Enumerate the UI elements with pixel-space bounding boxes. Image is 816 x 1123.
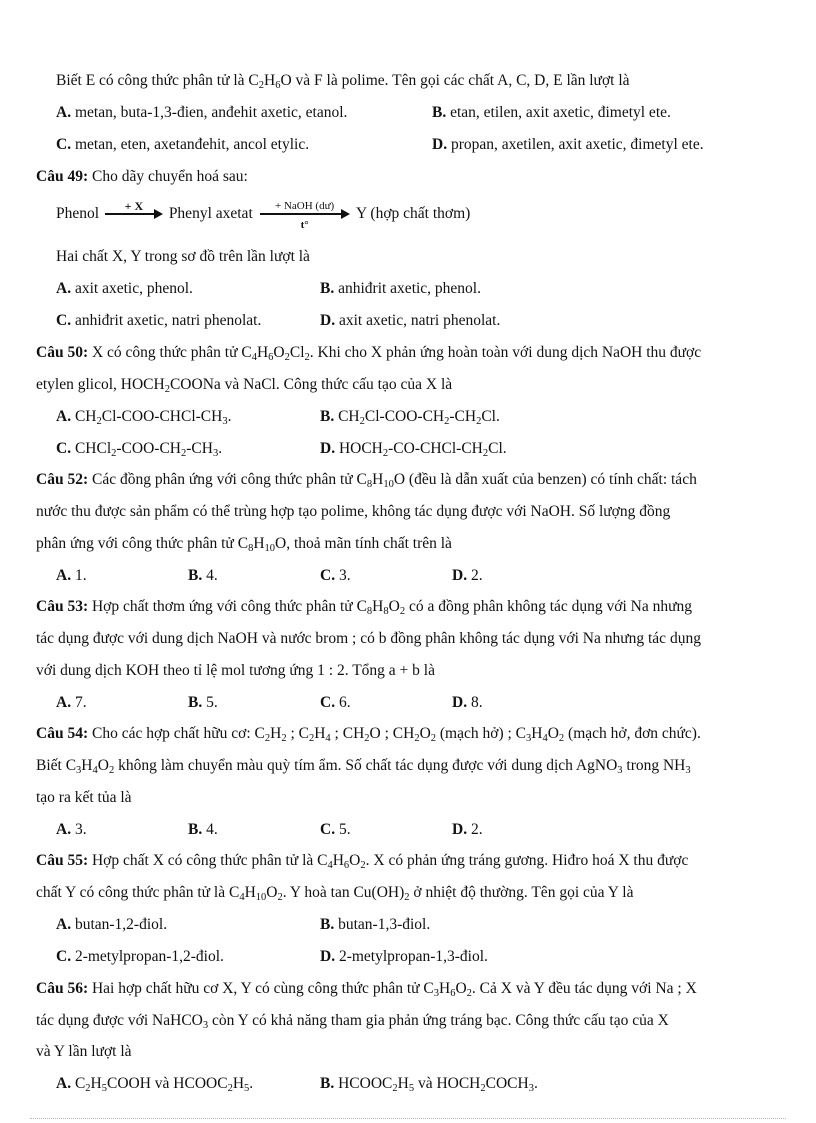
arrow-1: + X (105, 204, 163, 224)
q52-option-d: D. 2. (452, 567, 483, 584)
q48-option-c: C. metan, eten, axetanđehit, ancol etylic. (56, 136, 310, 153)
q50-option-c: C. $CHCl_2-COO-CH_2-CH_3$. (56, 440, 223, 459)
q54-option-a: A. 3. (56, 821, 87, 838)
q53-option-b: B. 5. (188, 694, 218, 711)
q50-option-d: D. $HOCH_2-CO-CHCl-CH_2Cl$. (320, 440, 507, 459)
q53-stem-line1: Câu 53: Hợp chất thơm ứng với công thức phân tử $C_8H_8O_2$ có a đồng phân không tác dụng với Na nhưng (36, 598, 693, 617)
q53-stem-line3: với dung dịch KOH theo tỉ lệ mol tương ứng 1 : 2. Tổng a + b là (36, 662, 435, 679)
q54-option-b: B. 4. (188, 821, 218, 838)
q53-stem-line2: tác dụng được với dung dịch NaOH và nước brom ; có b đồng phân không tác dụng với Na nhưng tác dụng (36, 630, 701, 647)
q49-scheme (56, 199, 786, 232)
q50-option-a: A. $CH_2Cl-COO-CHCl-CH_3$. (56, 408, 232, 427)
q50-option-b: B. $CH_2Cl-COO-CH_2-CH_2Cl$. (320, 408, 500, 427)
scheme-phenyl-axetat: Phenyl axetat (168, 205, 253, 222)
q49-option-c: C. anhiđrit axetic, natri phenolat. (56, 312, 262, 329)
q50-stem-line1: Câu 50: X có công thức phân tử $C_4H_6O_2Cl_2$. Khi cho X phản ứng hoàn toàn với dung dịch NaOH thu được (36, 344, 702, 363)
q52-stem-line3: phân ứng với công thức phân tử $C_8H_{10}O$, thoả mãn tính chất trên là (36, 535, 452, 554)
q54-stem-line1: Câu 54: Cho các hợp chất hữu cơ: $C_2H_2$ ; $C_2H_4$ ; $CH_2O$ ; $CH_2O_2$ (mạch hở) ; $C_3H_4O_2$ (mạch hở, đơn chức). (36, 725, 701, 744)
q55-stem-line2: chất Y có công thức phân tử là $C_4H_{10}O_2$. Y hoà $\tan Cu(OH)_2$ ở nhiệt độ thường. Tên gọi của Y là (36, 884, 634, 903)
q55-option-b: B. butan-1,3-điol. (320, 916, 431, 933)
q53-option-d: D. 8. (452, 694, 483, 711)
q55-option-a: A. butan-1,2-điol. (56, 916, 168, 933)
q49-question: Hai chất X, Y trong sơ đồ trên lần lượt là (56, 248, 310, 265)
q52-option-b: B. 4. (188, 567, 218, 584)
q54-stem-line3: tạo ra kết tủa là (36, 789, 132, 806)
scheme-y: Y (hợp chất thơm) (355, 205, 471, 222)
q56-stem-line1: Câu 56: Hai hợp chất hữu cơ X, Y có cùng công thức phân tử $C_3H_6O_2$. Cả X và Y đều tác dụng với Na ; X (36, 980, 697, 999)
q55-option-d: D. 2-metylpropan-1,3-điol. (320, 948, 488, 965)
q56-option-b: B. $HCOOC_2H_5$ và $HOCH_2COCH_3$. (320, 1075, 538, 1094)
q49-option-d: D. axit axetic, natri phenolat. (320, 312, 501, 329)
q55-stem-line1: Câu 55: Hợp chất X có công thức phân tử là $C_4H_6O_2$. X có phản ứng tráng gương. Hiđro hoá X thu được (36, 852, 689, 871)
q49-option-b: B. anhiđrit axetic, phenol. (320, 280, 481, 297)
q52-stem-line2: nước thu được sản phẩm có thể trùng hợp tạo polime, không tác dụng được với NaOH. Số lượng đồng (36, 503, 671, 520)
q53-option-c: C. 6. (320, 694, 351, 711)
q56-stem-line2: tác dụng được với NaHCO$_3$ còn Y có khả năng tham gia phản ứng tráng bạc. Công thức cấu tạo của X (36, 1012, 669, 1031)
q54-option-c: C. 5. (320, 821, 351, 838)
scheme-phenol: Phenol (56, 205, 100, 222)
q54-option-d: D. 2. (452, 821, 483, 838)
q52-option-a: A. 1. (56, 567, 87, 584)
q48-option-d: D. propan, axetilen, axit axetic, đimetyl ete. (432, 136, 704, 153)
q48-intro: Biết E có công thức phân tử là $C_2H_6O$ và F là polime. Tên gọi các chất A, C, D, E lần lượt là (56, 72, 630, 91)
arrow-2: + NaOH (dư) t° (260, 204, 350, 224)
q48-option-a: A. metan, buta-1,3-đien, anđehit axetic, etanol. (56, 104, 348, 121)
q53-option-a: A. 7. (56, 694, 87, 711)
q48-option-b: B. etan, etilen, axit axetic, đimetyl ete. (432, 104, 671, 121)
q54-stem-line2: Biết $C_3H_4O_2$ không làm chuyển màu quỳ tím ẩm. Số chất tác dụng được với dung dịch AgNO$_3$ trong $NH_3$ (36, 757, 691, 776)
q50-stem-line2: etylen glicol, $HOCH_2COONa$ và NaCl. Công thức cấu tạo của X là (36, 376, 453, 395)
q56-stem-line3: và Y lần lượt là (36, 1043, 132, 1060)
q52-option-c: C. 3. (320, 567, 351, 584)
q49-stem: Câu 49: Cho dãy chuyển hoá sau: (36, 168, 248, 185)
q52-stem-line1: Câu 52: Các đồng phân ứng với công thức phân tử $C_8H_{10}O$ (đều là dẫn xuất của benzen) có tính chất: tách (36, 471, 697, 490)
q49-option-a: A. axit axetic, phenol. (56, 280, 193, 297)
q56-option-a: A. $C_2H_5COOH$ và $HCOOC_2H_5$. (56, 1075, 254, 1094)
q55-option-c: C. 2-metylpropan-1,2-điol. (56, 948, 224, 965)
page-bottom-divider (30, 1118, 786, 1119)
